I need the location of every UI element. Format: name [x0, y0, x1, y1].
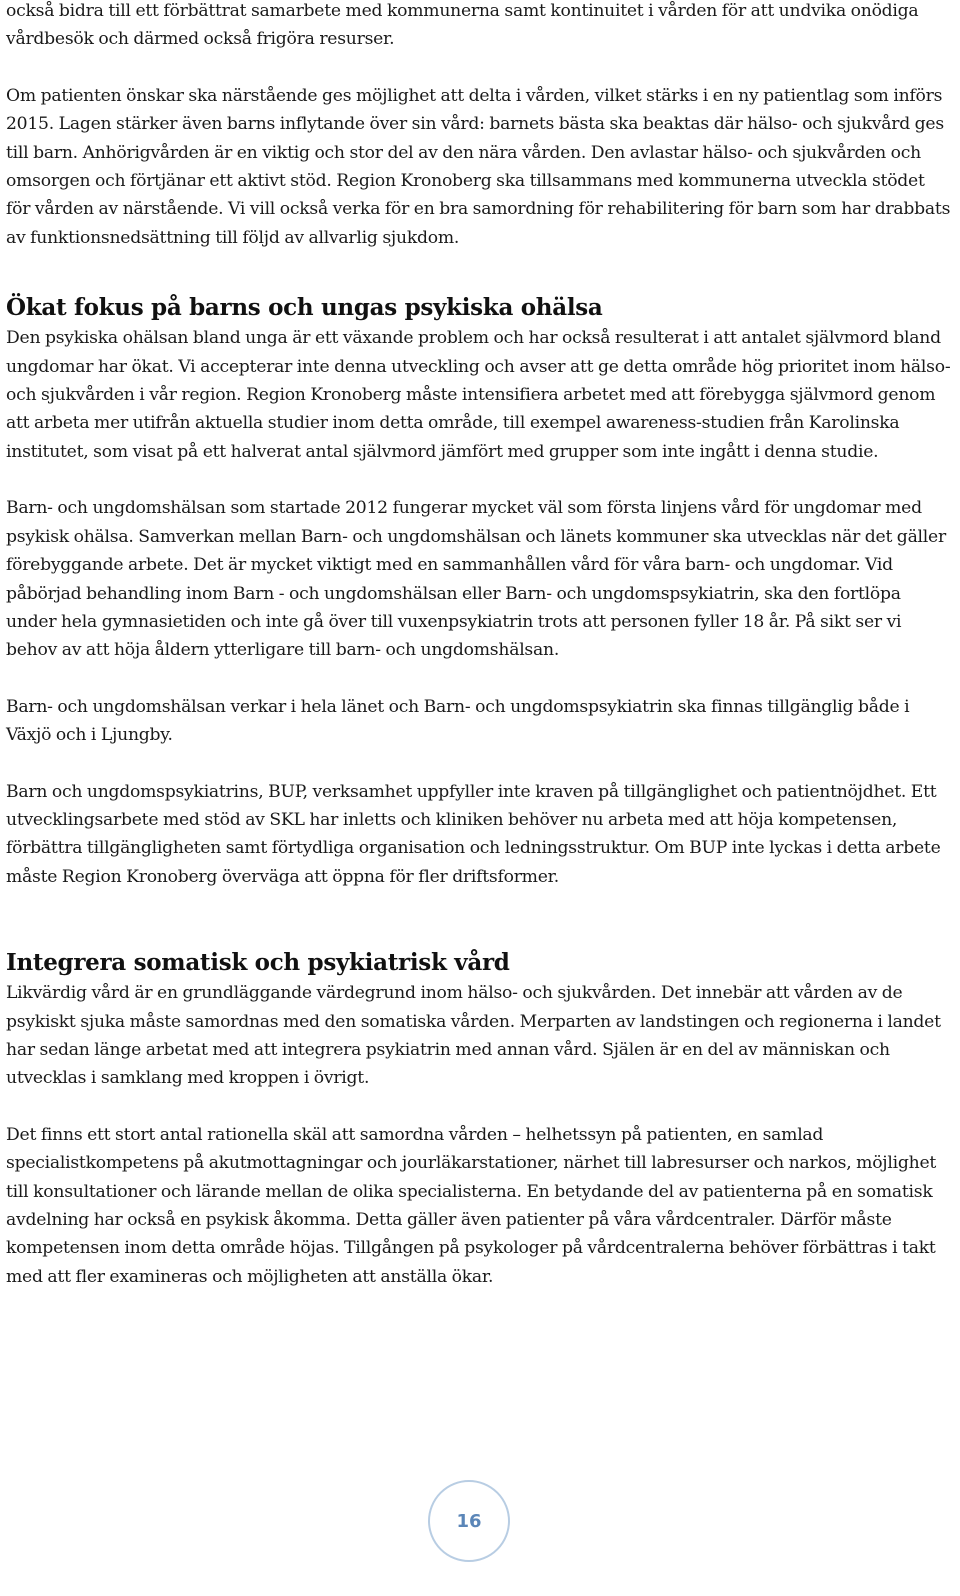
document-page: [6, 0, 951, 1291]
body-paragraph: Den psykiska ohälsan bland unga är ett växande problem och har också resulterat i att antalet självmord bland ungdomar har ökat. Vi accepterar inte denna utveckling och avser att ge detta område hög prioritet inom hälso- och sjukvården i vår region. Region Kronoberg måste intensifiera arbetet med att förebygga självmord genom att arbeta mer utifrån aktuella studier inom detta område, till exempel awareness-studien från Karolinska institutet, som visat på ett halverat antal självmord jämfört med grupper som inte ingått i denna studie.: [6, 328, 951, 462]
body-paragraph: Barn- och ungdomshälsan verkar i hela länet och Barn- och ungdomspsykiatrin ska finnas tillgänglig både i Växjö och i Ljungby.: [6, 696, 910, 746]
body-paragraph: Det finns ett stort antal rationella skäl att samordna vården – helhetssyn på patienten, en samlad specialistkompetens på akutmottagningar och jourläkarstationer, närhet till labresurser och narkos, möjlighet till konsultationer och lärande mellan de olika specialisterna. En betydande del av patienterna på en somatisk avdelning har också en psykisk åkomma. Detta gäller även patienter på våra vårdcentraler. Därför måste kompetensen inom detta område höjas. Tillgången på psykologer på vårdcentralerna behöver förbättras i takt med att fler examineras och möjligheten att anställa ökar.: [6, 1124, 937, 1287]
body-paragraph: Likvärdig vård är en grundläggande värdegrund inom hälso- och sjukvården. Det innebär att vården av de psykiskt sjuka måste samordnas med den somatiska vården. Merparten av landstingen och regionerna i landet har sedan länge arbetat med att integrera psykiatrin med annan vård. Själen är en del av människan och utvecklas i samklang med kroppen i övrigt.: [6, 983, 941, 1089]
section-heading: Integrera somatisk och psykiatrisk vård: [6, 949, 510, 977]
body-paragraph: Om patienten önskar ska närstående ges möjlighet att delta i vården, vilket stärks i en ny patientlag som införs 2015. Lagen stärker även barns inflytande över sin vård: barnets bästa ska beaktas där hälso- och sjukvård ges till barn. Anhörigvården är en viktig och stor del av den nära vården. Den avlastar hälso- och sjukvården och omsorgen och förtjänar ett aktivt stöd. Region Kronoberg ska tillsammans med kommunerna utveckla stödet för vården av närstående. Vi vill också verka för en bra samordning för rehabilitering för barn som har drabbats av funktionsnedsättning till följd av allvarlig sjukdom.: [6, 85, 951, 248]
body-paragraph: också bidra till ett förbättrat samarbete med kommunerna samt kontinuitet i vården för att undvika onödiga vårdbesök och därmed också frigöra resurser.: [6, 1, 919, 50]
page-number-badge: [428, 1480, 510, 1562]
body-paragraph: Barn och ungdomspsykiatrins, BUP, verksamhet uppfyller inte kraven på tillgänglighet och patientnöjdhet. Ett utvecklingsarbete med stöd av SKL har inletts och kliniken behöver nu arbeta med att höja kompetensen, förbättra tillgängligheten samt förtydliga organisation och ledningsstruktur. Om BUP inte lyckas i detta arbete måste Region Kronoberg överväga att öppna för fler driftsformer.: [6, 781, 941, 887]
page-number: 16: [456, 1510, 482, 1532]
section-heading: Ökat fokus på barns och ungas psykiska ohälsa: [6, 294, 603, 322]
body-paragraph: Barn- och ungdomshälsan som startade 2012 fungerar mycket väl som första linjens vård för ungdomar med psykisk ohälsa. Samverkan mellan Barn- och ungdomshälsan och länets kommuner ska utvecklas när det gäller förebyggande arbete. Det är mycket viktigt med en sammanhållen vård för våra barn- och ungdomar. Vid påbörjad behandling inom Barn - och ungdomshälsan eller Barn- och ungdomspsykiatrin, ska den fortlöpa under hela gymnasietiden och inte gå över till vuxenpsykiatrin trots att personen fyller 18 år. På sikt ser vi behov av att höja åldern ytterligare till barn- och ungdomshälsan.: [6, 498, 946, 661]
